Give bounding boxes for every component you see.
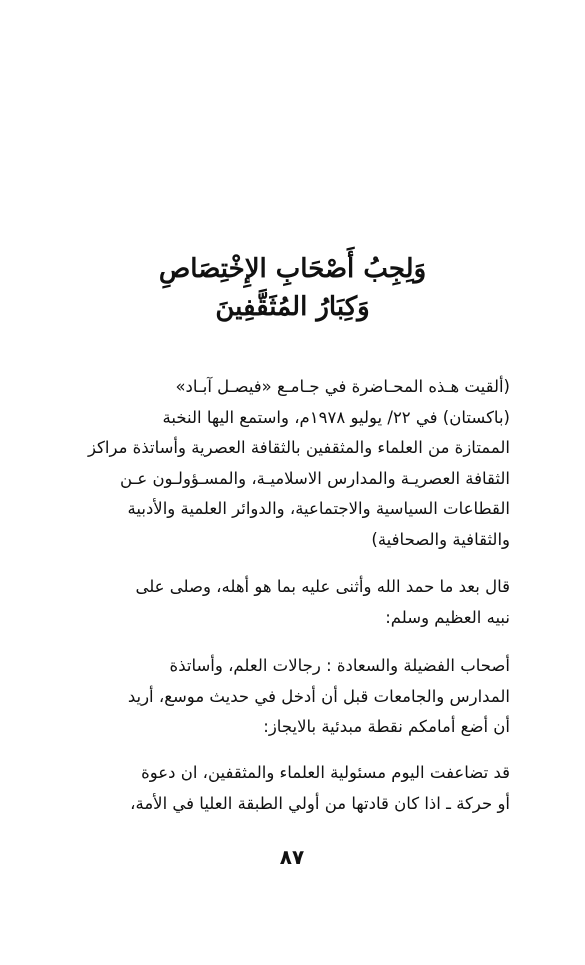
intro-paragraph <box>78 372 510 555</box>
paragraph-address <box>78 651 510 743</box>
paragraph-opening <box>78 572 510 633</box>
text-line: أن أضع أمامكم نقطة مبدئية بالايجاز: <box>263 717 510 736</box>
page-number: ٨٧ <box>279 845 305 869</box>
text-line: (ألقيت هـذه المحـاضرة في جـامـع «فيصـل آبـاد» <box>175 377 510 396</box>
chapter-title <box>120 250 465 326</box>
chapter-title-line-1: وَلِجِبُ أَصْحَابِ الإِخْتِصَاصِ <box>158 254 427 284</box>
chapter-title-line-2: وَكِبَارُ المُثَقَّفِينَ <box>215 292 370 322</box>
text-line: (باكستان) في ٢٢/ يوليو ١٩٧٨م، واستمع اليها النخبة <box>162 407 510 427</box>
text-line: نبيه العظيم وسلم: <box>385 607 510 627</box>
text-line: قد تضاعفت اليوم مسئولية العلماء والمثقفين، ان دعوة <box>141 763 510 782</box>
text-line: القطاعات السياسية والاجتماعية، والدوائر العلمية والأدبية <box>127 499 510 518</box>
paragraph-responsibility <box>78 758 510 819</box>
text-line: الممتازة من العلماء والمثقفين بالثقافة العصرية وأساتذة مراكز <box>87 438 510 457</box>
text-line: والثقافية والصحافية) <box>371 529 510 549</box>
text-line: أصحاب الفضيلة والسعادة : رجالات العلم، وأساتذة <box>169 656 510 675</box>
text-line: الثقافة العصريـة والمدارس الاسلاميـة، والمسـؤولـون عـن <box>119 468 510 488</box>
text-line: المدارس والجامعات قبل أن أدخل في حديث موسع، أريد <box>127 686 510 706</box>
text-line: أو حركة ـ اذا كان قادتها من أولي الطبقة العليا في الأمة، <box>130 793 510 813</box>
text-line: قال بعد ما حمد الله وأثنى عليه بما هو أهله، وصلى على <box>135 577 510 596</box>
